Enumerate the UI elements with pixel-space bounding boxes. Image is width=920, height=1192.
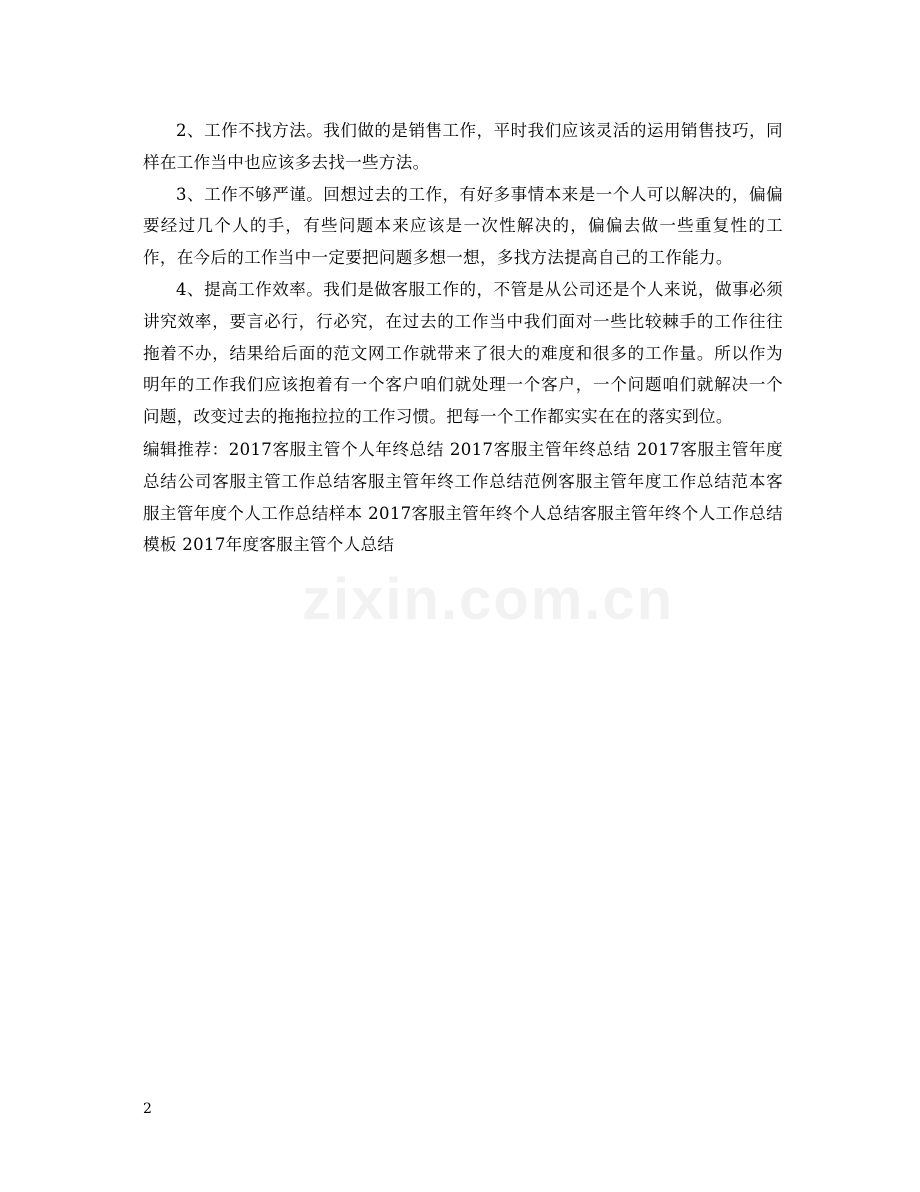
- document-body: [143, 115, 783, 561]
- editor-recommendation: 编辑推荐：2017客服主管个人年终总结 2017客服主管年终总结 2017客服主管年度总结公司客服主管工作总结客服主管年终工作总结范例客服主管年度工作总结范本客服主管年度个人工作总结样本 2017客服主管年终个人总结客服主管年终个人工作总结模板 2017年度客服主管个人总结: [143, 439, 783, 555]
- page-number: 2: [143, 1101, 152, 1117]
- paragraph-3: 3、工作不够严谨。回想过去的工作，有好多事情本来是一个人可以解决的，偏偏要经过几个人的手，有些问题本来应该是一次性解决的，偏偏去做一些重复性的工作，在今后的工作当中一定要把问题多想一想，多找方法提高自己的工作能力。: [143, 184, 783, 268]
- paragraph-4: 4、提高工作效率。我们是做客服工作的，不管是从公司还是个人来说，做事必须讲究效率，要言必行，行必究，在过去的工作当中我们面对一些比较棘手的工作往往拖着不办，结果给后面的范文网工作就带来了很大的难度和很多的工作量。所以作为明年的工作我们应该抱着有一个客户咱们就处理一个客户，一个问题咱们就解决一个问题，改变过去的拖拖拉拉的工作习惯。把每一个工作都实实在在的落实到位。: [143, 279, 783, 427]
- watermark: zixin.com.cn: [302, 567, 675, 632]
- paragraph-2: 2、工作不找方法。我们做的是销售工作，平时我们应该灵活的运用销售技巧，同样在工作当中也应该多去找一些方法。: [143, 121, 783, 172]
